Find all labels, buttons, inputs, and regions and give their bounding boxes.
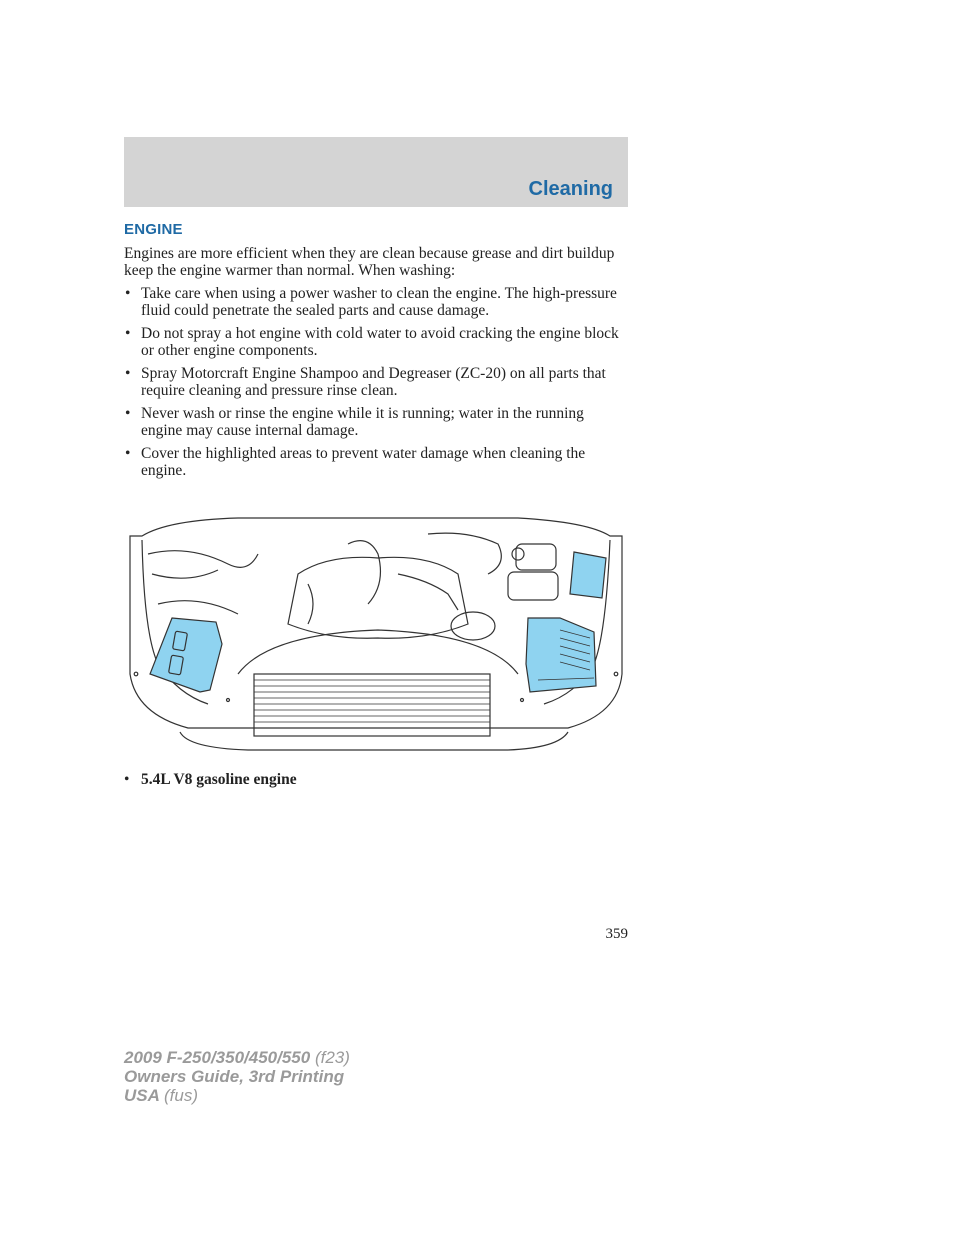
fan-shroud (238, 630, 518, 674)
bullet-glyph: • (124, 771, 130, 788)
document-footer (124, 1048, 350, 1105)
list-item (124, 286, 628, 319)
highlighted-battery-cell-2 (169, 655, 184, 675)
list-item (124, 446, 628, 479)
footer-model: 2009 F-250/350/450/550 (124, 1048, 311, 1067)
footer-line-2 (124, 1067, 350, 1086)
list-item-text: Do not spray a hot engine with cold water to avoid cracking the engine block or other engine components. (141, 325, 619, 359)
highlighted-fuse-box (570, 552, 606, 598)
list-item-text: Take care when using a power washer to clean the engine. The high-pressure fluid could penetrate the sealed parts and cause damage. (141, 285, 617, 319)
caption-text: 5.4L V8 gasoline engine (141, 771, 297, 788)
intro-paragraph: Engines are more efficient when they are clean because grease and dirt buildup keep the engine warmer than normal. When washing: (124, 245, 615, 279)
bullet-glyph: • (125, 285, 131, 302)
bullet-glyph: • (125, 325, 131, 342)
footer-market: USA (124, 1086, 160, 1105)
radiator (254, 674, 490, 736)
washing-precautions-list (124, 286, 628, 486)
bullet-glyph: • (125, 365, 131, 382)
list-item-text: Cover the highlighted areas to prevent water damage when cleaning the engine. (141, 445, 586, 479)
figure-caption (124, 771, 297, 789)
chapter-header-band (124, 137, 628, 207)
footer-market-code: (fus) (164, 1086, 198, 1105)
air-intake-tube (451, 612, 495, 640)
coolant-reservoir (508, 572, 558, 600)
bullet-glyph: • (125, 405, 131, 422)
highlighted-air-cleaner-box (526, 618, 596, 692)
engine-block (288, 557, 468, 638)
list-item (124, 326, 628, 359)
footer-line-3 (124, 1086, 350, 1105)
footer-model-code: (f23) (314, 1048, 350, 1067)
list-item (124, 406, 628, 439)
bullet-glyph: • (125, 445, 131, 462)
engine-compartment-illustration (128, 514, 624, 754)
section-heading: ENGINE (124, 221, 183, 238)
highlighted-battery-cover (150, 618, 222, 692)
highlighted-battery-cell-1 (173, 631, 188, 651)
front-bumper (180, 732, 568, 750)
chapter-title: Cleaning (528, 178, 613, 200)
page-number: 359 (605, 926, 628, 942)
washer-reservoir (516, 544, 556, 570)
list-item-text: Never wash or rinse the engine while it is running; water in the running engine may cause internal damage. (141, 405, 584, 439)
footer-line-1 (124, 1048, 350, 1067)
footer-printing: Owners Guide, 3rd Printing (124, 1067, 345, 1086)
list-item (124, 366, 628, 399)
list-item-text: Spray Motorcraft Engine Shampoo and Degreaser (ZC-20) on all parts that require cleaning and pressure rinse clean. (141, 365, 606, 399)
